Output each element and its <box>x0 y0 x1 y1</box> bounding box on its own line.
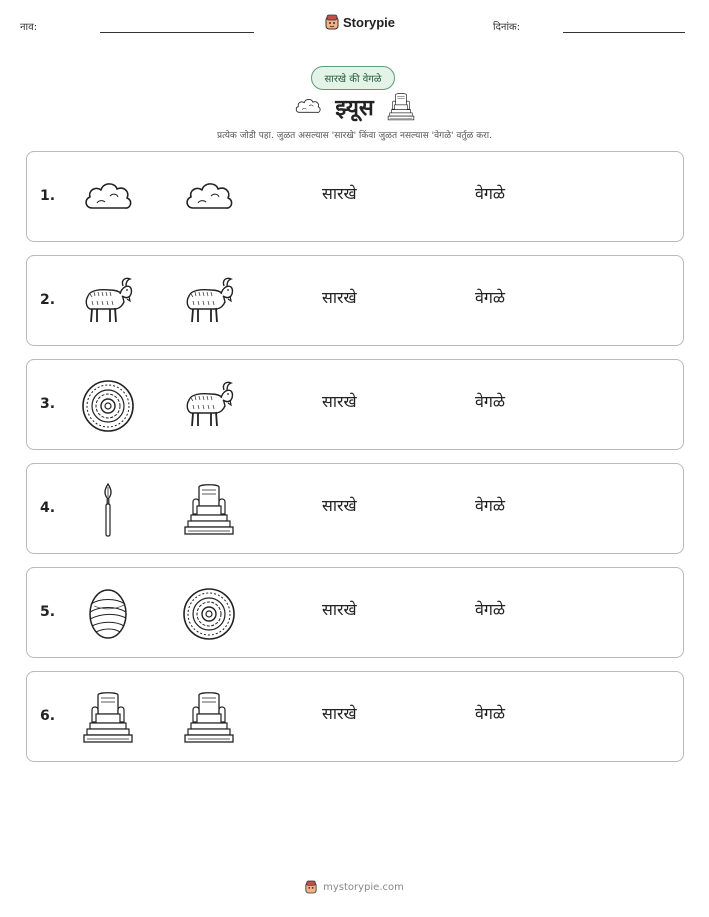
left-picture <box>80 170 136 226</box>
title-row <box>0 92 709 122</box>
option-same[interactable]: सारखे <box>322 392 357 411</box>
brand-name: Storypie <box>343 14 396 30</box>
question-number: 4. <box>40 500 56 516</box>
option-different[interactable]: वेगळे <box>475 600 506 619</box>
right-picture <box>181 690 237 746</box>
name-label: नाव: <box>20 22 38 33</box>
title-left-icon <box>293 92 323 122</box>
right-picture <box>181 170 237 226</box>
storypie-mascot-icon <box>325 14 339 30</box>
question-row <box>26 359 684 450</box>
bundle-icon <box>80 586 136 642</box>
right-picture <box>181 482 237 538</box>
goat-icon <box>181 274 237 330</box>
left-picture <box>80 274 136 330</box>
option-same[interactable]: सारखे <box>322 288 357 307</box>
option-same[interactable]: सारखे <box>322 496 357 515</box>
right-picture <box>181 274 237 330</box>
cloud-icon <box>181 170 237 226</box>
question-row <box>26 567 684 658</box>
throne-icon <box>181 690 237 746</box>
question-number: 1. <box>40 188 56 204</box>
option-same[interactable]: सारखे <box>322 600 357 619</box>
left-picture <box>80 378 136 434</box>
goat-icon <box>181 378 237 434</box>
option-same[interactable]: सारखे <box>322 184 357 203</box>
left-picture <box>80 586 136 642</box>
instructions: प्रत्येक जोडी पहा. जुळत असल्यास 'सारखे' किंवा जुळत नसल्यास 'वेगळे' वर्तुळ करा. <box>216 131 492 141</box>
spear-icon <box>80 482 136 538</box>
throne-icon <box>386 92 416 122</box>
throne-icon <box>181 482 237 538</box>
option-different[interactable]: वेगळे <box>475 496 506 515</box>
right-picture <box>181 378 237 434</box>
footer-url[interactable]: mystorypie.com <box>323 881 404 893</box>
question-number: 6. <box>40 708 56 724</box>
option-different[interactable]: वेगळे <box>475 392 506 411</box>
cloud-icon <box>293 92 323 122</box>
question-number: 2. <box>40 292 56 308</box>
option-different[interactable]: वेगळे <box>475 704 506 723</box>
shield-icon <box>80 378 136 434</box>
question-row <box>26 463 684 554</box>
left-picture <box>80 690 136 746</box>
throne-icon <box>80 690 136 746</box>
option-different[interactable]: वेगळे <box>475 288 506 307</box>
category-pill: सारखे की वेगळे <box>311 66 395 90</box>
right-picture <box>181 586 237 642</box>
question-number: 3. <box>40 396 56 412</box>
storypie-mascot-icon <box>305 880 317 894</box>
question-row <box>26 255 684 346</box>
question-row <box>26 671 684 762</box>
goat-icon <box>80 274 136 330</box>
shield-icon <box>181 586 237 642</box>
date-label: दिनांक: <box>493 22 521 33</box>
title-right-icon <box>386 92 416 122</box>
left-picture <box>80 482 136 538</box>
question-number: 5. <box>40 604 56 620</box>
page-title: झ्यूस <box>335 96 374 121</box>
question-row <box>26 151 684 242</box>
name-field-line[interactable] <box>100 32 254 33</box>
footer <box>0 880 709 894</box>
cloud-icon <box>80 170 136 226</box>
brand-logo <box>325 14 395 30</box>
option-different[interactable]: वेगळे <box>475 184 506 203</box>
date-field-line[interactable] <box>563 32 685 33</box>
option-same[interactable]: सारखे <box>322 704 357 723</box>
